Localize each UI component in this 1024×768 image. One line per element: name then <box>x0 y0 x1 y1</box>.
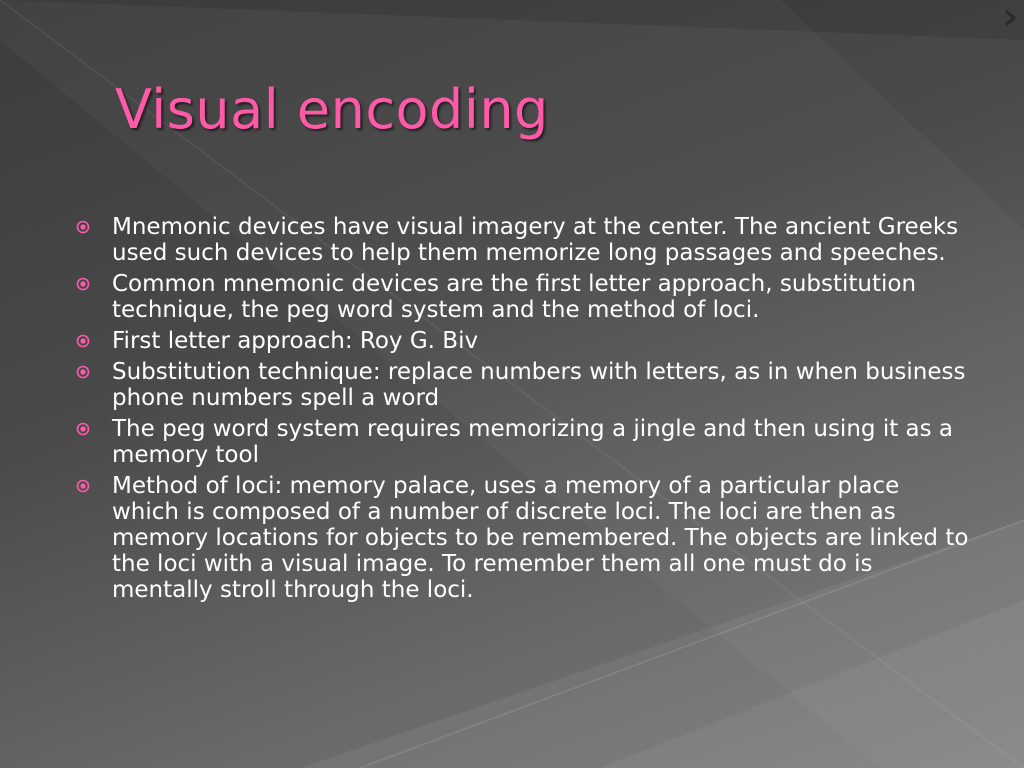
bullet-text: First letter approach: Roy G. Biv <box>112 328 479 354</box>
bullet-item <box>72 214 972 266</box>
bullet-item <box>72 328 972 354</box>
circle-dot-bullet-icon <box>76 334 90 348</box>
bullet-item <box>72 473 972 603</box>
circle-dot-bullet-icon <box>76 479 90 493</box>
bullet-text: Common mnemonic devices are the first letter approach, substitution technique, the peg word system and the method of loci. <box>112 271 917 323</box>
slide-title: Visual encoding <box>115 78 549 141</box>
circle-dot-bullet-icon <box>76 220 90 234</box>
bullet-item <box>72 359 972 411</box>
bullet-item <box>72 416 972 468</box>
bullet-text: Mnemonic devices have visual imagery at the center. The ancient Greeks used such devices to help them memorize long passages and speeches. <box>112 214 959 266</box>
bullet-text: The peg word system requires memorizing a jingle and then using it as a memory tool <box>112 416 954 468</box>
circle-dot-bullet-icon <box>76 422 90 436</box>
bullet-text: Substitution technique: replace numbers with letters, as in when business phone numbers spell a word <box>112 359 966 411</box>
bullet-list <box>72 214 972 608</box>
bullet-item <box>72 271 972 323</box>
bullet-text: Method of loci: memory palace, uses a memory of a particular place which is composed of a number of discrete loci. The loci are then as memory locations for objects to be remembered. The objects are linked to the loci with a visual image. To remember them all one must do is mentally stroll through the loci. <box>112 473 969 603</box>
chevron-right-icon <box>1003 9 1019 27</box>
circle-dot-bullet-icon <box>76 365 90 379</box>
circle-dot-bullet-icon <box>76 277 90 291</box>
